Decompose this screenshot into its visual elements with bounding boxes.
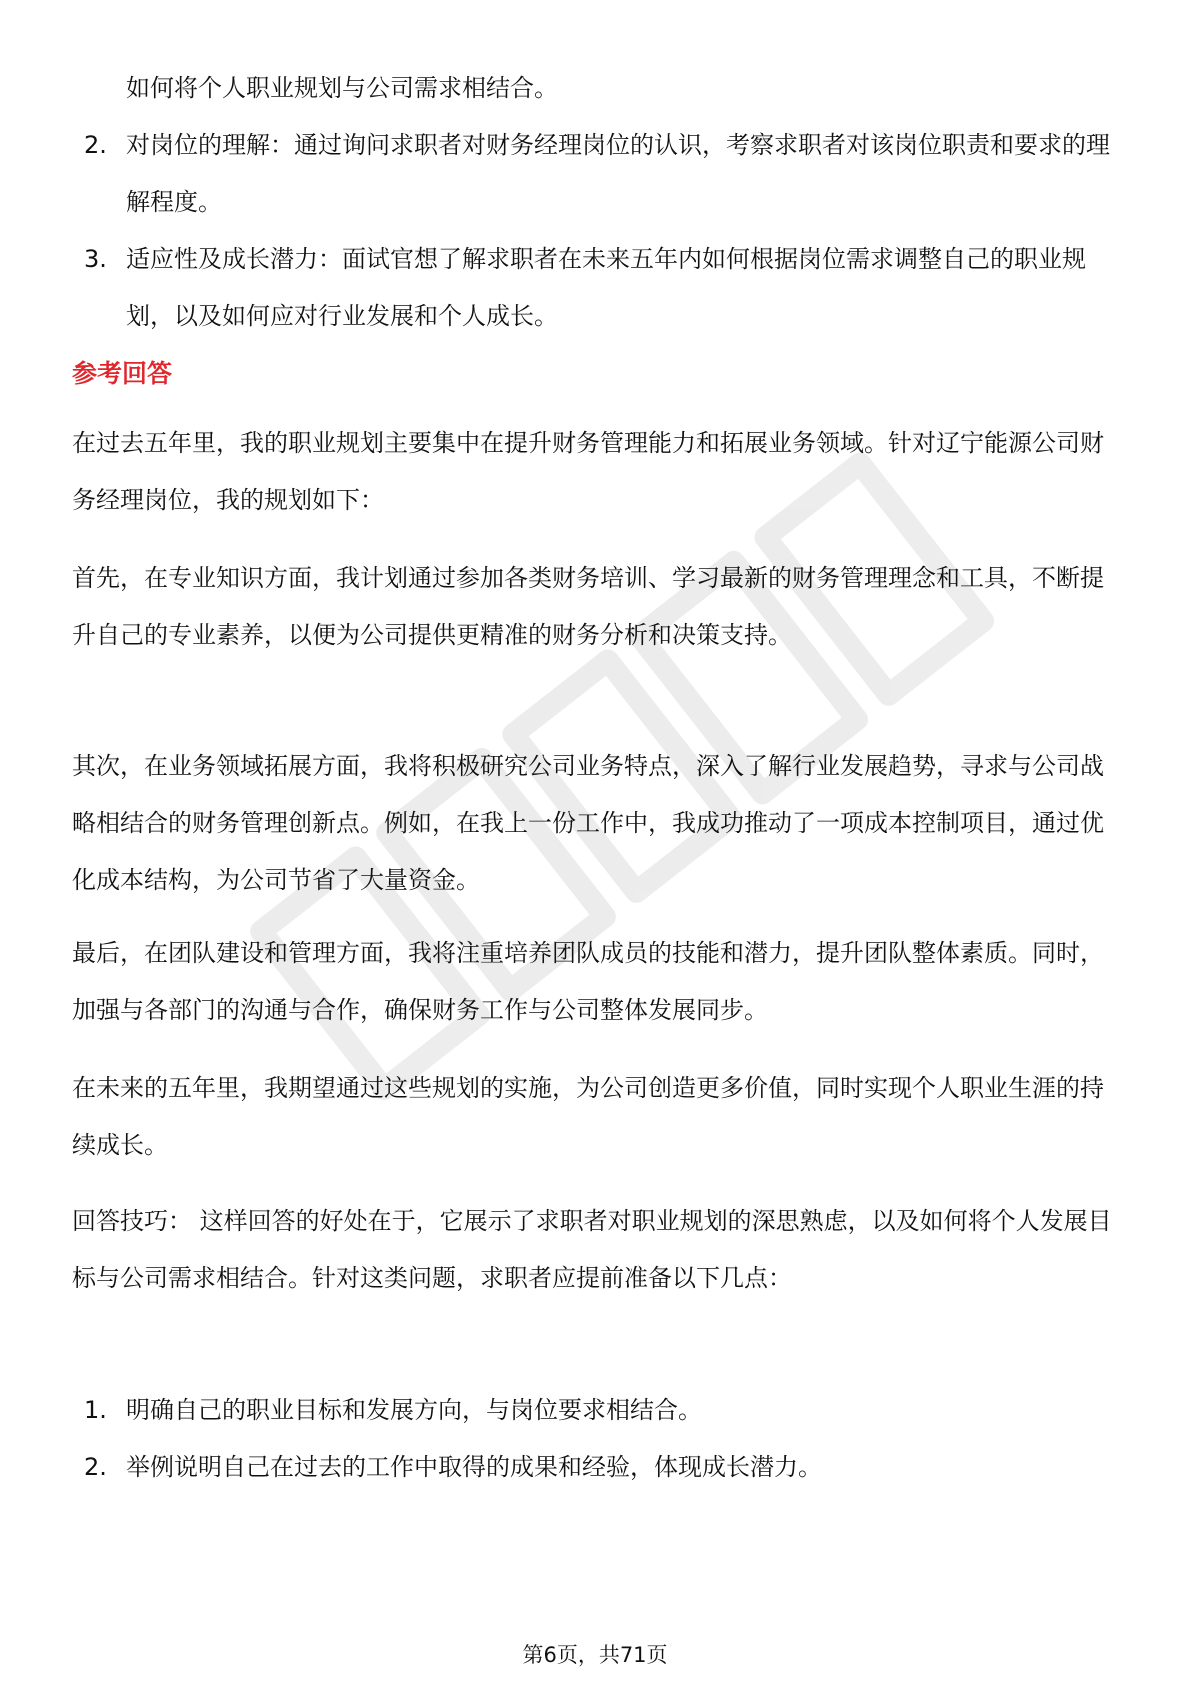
question-analysis-list	[84, 60, 1124, 345]
page-number-footer: 第6页，共71页	[522, 1643, 668, 1667]
list-text: 明确自己的职业目标和发展方向，与岗位要求相结合。	[126, 1396, 702, 1424]
list-text: 适应性及成长潜力：面试官想了解求职者在未来五年内如何根据岗位需求调整自己的职业规划，以及如何应对行业发展和个人成长。	[126, 245, 1086, 330]
section-heading: 参考回答	[72, 359, 173, 388]
list-number: 2.	[84, 131, 107, 159]
list-item	[84, 1382, 1124, 1439]
answer-paragraph: 其次，在业务领域拓展方面，我将积极研究公司业务特点，深入了解行业发展趋势，寻求与公司战略相结合的财务管理创新点。例如，在我上一份工作中，我成功推动了一项成本控制项目，通过优化成本结构，为公司节省了大量资金。	[72, 752, 1104, 894]
list-item	[84, 1439, 1124, 1496]
tips-paragraph: 回答技巧： 这样回答的好处在于，它展示了求职者对职业规划的深思熟虑，以及如何将个人发展目标与公司需求相结合。针对这类问题，求职者应提前准备以下几点：	[72, 1207, 1112, 1292]
list-number: 2.	[84, 1453, 107, 1481]
list-item	[84, 60, 1124, 117]
answer-paragraph: 在过去五年里，我的职业规划主要集中在提升财务管理能力和拓展业务领域。针对辽宁能源公司财务经理岗位，我的规划如下：	[72, 429, 1104, 514]
list-text: 如何将个人职业规划与公司需求相结合。	[126, 74, 558, 102]
list-item	[84, 117, 1124, 231]
answer-paragraph: 在未来的五年里，我期望通过这些规划的实施，为公司创造更多价值，同时实现个人职业生涯的持续成长。	[72, 1074, 1104, 1159]
answer-paragraph: 首先，在专业知识方面，我计划通过参加各类财务培训、学习最新的财务管理理念和工具，不断提升自己的专业素养，以便为公司提供更精准的财务分析和决策支持。	[72, 564, 1104, 649]
list-text: 举例说明自己在过去的工作中取得的成果和经验，体现成长潜力。	[126, 1453, 822, 1481]
answer-paragraph: 最后，在团队建设和管理方面，我将注重培养团队成员的技能和潜力，提升团队整体素质。同时，加强与各部门的沟通与合作，确保财务工作与公司整体发展同步。	[72, 939, 1104, 1024]
list-number: 3.	[84, 245, 107, 273]
list-item	[84, 231, 1124, 345]
list-number: 1.	[84, 1396, 107, 1424]
list-text: 对岗位的理解：通过询问求职者对财务经理岗位的认识，考察求职者对该岗位职责和要求的理解程度。	[126, 131, 1110, 216]
tips-list	[84, 1382, 1124, 1496]
